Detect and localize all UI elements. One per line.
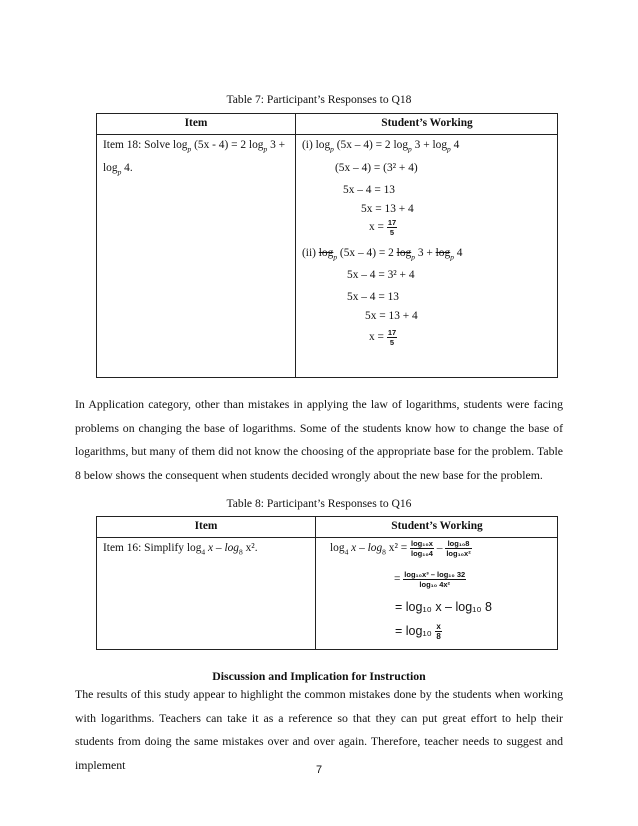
table7-working-ii-line3: 5x – 4 = 13	[347, 291, 399, 303]
page-number: 7	[315, 764, 323, 776]
fraction-combined-logs: $\frac{\text{log₁₀x³ – log₁₀ 32}}{\text{log₁₀ 4x²}}$	[404, 570, 466, 589]
section-heading: Discussion and Implication for Instruction	[212, 669, 426, 683]
table7-working-ii-line5: x = $\frac{17}{5}$	[369, 328, 397, 347]
table8-column-divider	[315, 517, 316, 649]
table7-working-ii-line4: 5x = 13 + 4	[365, 310, 418, 322]
table7-col-item: Item	[184, 117, 208, 129]
fraction-log-8-over-log-x2: $\frac{\text{log₁₀8}}{\text{log₁₀x²}}$	[446, 539, 471, 558]
table7-working-ii-line2: 5x – 4 = 3² + 4	[347, 269, 415, 281]
fraction-log-x-over-log-4: $\frac{\text{log₁₀x}}{\text{log₁₀4}}$	[411, 539, 433, 558]
table8-working-line3: = log₁₀ x – log₁₀ 8	[395, 600, 492, 614]
fraction-x-over-8: $\frac{x}{8}$	[436, 622, 441, 641]
table7-working-i-line2: (5x – 4) = (3² + 4)	[335, 162, 418, 174]
table8-col-working: Student’s Working	[391, 520, 483, 532]
table8	[96, 516, 558, 650]
table7-working-i-line4: 5x = 13 + 4	[361, 203, 414, 215]
table8-col-item: Item	[194, 520, 218, 532]
table7-working-i-line5: x = $\frac{17}{5}$	[369, 218, 397, 237]
table8-working-line4: = log₁₀ $\frac{x}{8}$	[395, 622, 441, 641]
table7-column-divider	[295, 114, 296, 377]
body-paragraph-application: In Application category, other than mistakes in applying the law of logarithms, students were facing problems on changing the base of logarithms. Some of the students know how to change the base of logarithms, but many of them did not know the choosing of the appropriate base for the problem. Table 8 below shows the consequent when students decided wrongly about the new base for the problem.	[75, 397, 563, 482]
table7-working-i-line3: 5x – 4 = 13	[343, 184, 395, 196]
body-paragraph-discussion: The results of this study appear to highlight the common mistakes done by the students when working with logarithms. Teachers can take it as a reference so that they can put great effort to help their students from doing the same mistakes over and over again. Therefore, teacher needs to suggest and implement	[75, 687, 563, 772]
table8-caption: Table 8: Participant’s Responses to Q16	[226, 497, 412, 510]
fraction-17-5: $\frac{17}{5}$	[387, 328, 397, 347]
table8-item: Item 16: Simplify $\log_4 x - \log_8 x^2$.	[103, 542, 258, 557]
table7-item-line2: $\log_p 4$.	[103, 162, 133, 177]
fraction-17-5: $\frac{17}{5}$	[387, 218, 397, 237]
table7-caption: Table 7: Participant’s Responses to Q18	[226, 93, 412, 106]
table7	[96, 113, 558, 378]
table8-working-line2: = $\frac{\text{log₁₀x³ – log₁₀ 32}}{\text{log₁₀ 4x²}}$	[394, 570, 466, 589]
table7-item-line1: Item 18: Solve $\log_p (5x - 4) = 2$ $\log_p 3$ +	[103, 139, 286, 154]
table7-working-i-line1: (i) $\log_p (5x - 4) = 2$ $\log_p 3 + \log_p 4$	[302, 139, 460, 154]
table8-working-line1: $\log_4 x - \log_8 x^2$ = $\frac{\text{log₁₀x}}{\text{log₁₀4}}$ – $\frac{\text{log₁₀8}}{\text{log₁₀x²}}$	[330, 539, 471, 558]
table7-working-ii-line1: (ii) $\log_p (5x - 4) = 2$ $\log_p 3 + \log_p 4$	[302, 247, 463, 262]
table7-col-working: Student’s Working	[381, 117, 473, 129]
